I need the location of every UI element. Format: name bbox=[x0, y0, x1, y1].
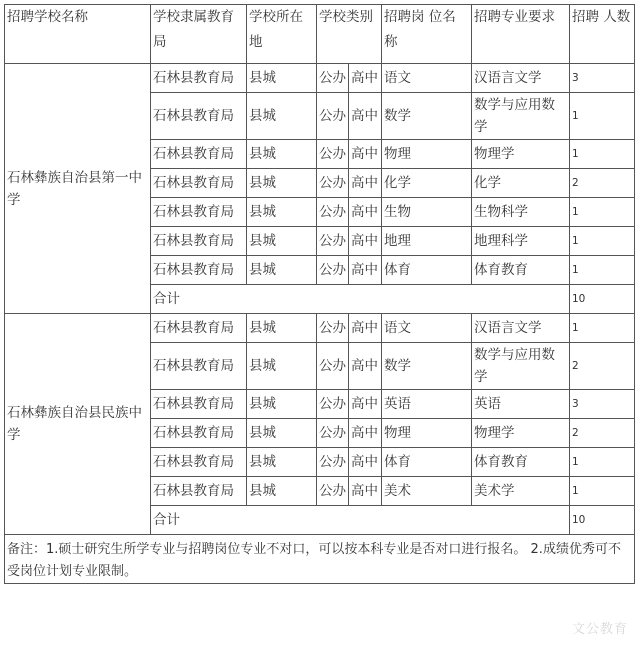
table-row bbox=[5, 314, 635, 343]
cell-major: 物理学 bbox=[472, 140, 570, 169]
cell-bureau: 石林县教育局 bbox=[151, 93, 247, 140]
cell-level: 高中 bbox=[349, 314, 382, 343]
total-count: 10 bbox=[570, 506, 635, 535]
cell-count: 1 bbox=[570, 314, 635, 343]
cell-type: 公办 bbox=[317, 419, 349, 448]
cell-bureau: 石林县教育局 bbox=[151, 390, 247, 419]
cell-bureau: 石林县教育局 bbox=[151, 314, 247, 343]
cell-type: 公办 bbox=[317, 314, 349, 343]
cell-post: 化学 bbox=[382, 169, 472, 198]
cell-type: 公办 bbox=[317, 256, 349, 285]
cell-location: 县城 bbox=[247, 93, 317, 140]
cell-type: 公办 bbox=[317, 169, 349, 198]
cell-level: 高中 bbox=[349, 64, 382, 93]
cell-type: 公办 bbox=[317, 93, 349, 140]
cell-type: 公办 bbox=[317, 227, 349, 256]
cell-location: 县城 bbox=[247, 419, 317, 448]
cell-major: 生物科学 bbox=[472, 198, 570, 227]
cell-major: 体育教育 bbox=[472, 448, 570, 477]
cell-post: 物理 bbox=[382, 419, 472, 448]
cell-location: 县城 bbox=[247, 64, 317, 93]
footnote: 备注：1.硕士研究生所学专业与招聘岗位专业不对口，可以按本科专业是否对口进行报名。 2.成绩优秀可不受岗位计划专业限制。 bbox=[5, 535, 635, 584]
cell-location: 县城 bbox=[247, 343, 317, 390]
cell-post: 数学 bbox=[382, 93, 472, 140]
cell-location: 县城 bbox=[247, 169, 317, 198]
cell-post: 数学 bbox=[382, 343, 472, 390]
cell-bureau: 石林县教育局 bbox=[151, 448, 247, 477]
cell-level: 高中 bbox=[349, 256, 382, 285]
cell-count: 1 bbox=[570, 448, 635, 477]
cell-level: 高中 bbox=[349, 140, 382, 169]
cell-level: 高中 bbox=[349, 198, 382, 227]
cell-count: 3 bbox=[570, 390, 635, 419]
cell-location: 县城 bbox=[247, 314, 317, 343]
cell-major: 数学与应用数学 bbox=[472, 93, 570, 140]
cell-major: 体育教育 bbox=[472, 256, 570, 285]
cell-location: 县城 bbox=[247, 256, 317, 285]
cell-location: 县城 bbox=[247, 227, 317, 256]
cell-bureau: 石林县教育局 bbox=[151, 198, 247, 227]
cell-level: 高中 bbox=[349, 390, 382, 419]
cell-major: 美术学 bbox=[472, 477, 570, 506]
cell-count: 2 bbox=[570, 169, 635, 198]
cell-location: 县城 bbox=[247, 448, 317, 477]
cell-type: 公办 bbox=[317, 140, 349, 169]
cell-post: 语文 bbox=[382, 64, 472, 93]
total-count: 10 bbox=[570, 285, 635, 314]
cell-bureau: 石林县教育局 bbox=[151, 64, 247, 93]
cell-bureau: 石林县教育局 bbox=[151, 419, 247, 448]
cell-location: 县城 bbox=[247, 477, 317, 506]
cell-location: 县城 bbox=[247, 390, 317, 419]
cell-major: 物理学 bbox=[472, 419, 570, 448]
cell-level: 高中 bbox=[349, 419, 382, 448]
cell-major: 汉语言文学 bbox=[472, 64, 570, 93]
header-post: 招聘岗 位名称 bbox=[382, 5, 472, 64]
recruitment-table bbox=[4, 4, 635, 584]
table-row bbox=[5, 64, 635, 93]
cell-count: 1 bbox=[570, 227, 635, 256]
cell-count: 2 bbox=[570, 343, 635, 390]
total-label: 合计 bbox=[151, 285, 570, 314]
cell-post: 英语 bbox=[382, 390, 472, 419]
cell-bureau: 石林县教育局 bbox=[151, 227, 247, 256]
cell-level: 高中 bbox=[349, 448, 382, 477]
header-category: 学校类别 bbox=[317, 5, 382, 64]
cell-bureau: 石林县教育局 bbox=[151, 256, 247, 285]
cell-count: 2 bbox=[570, 419, 635, 448]
cell-major: 汉语言文学 bbox=[472, 314, 570, 343]
cell-level: 高中 bbox=[349, 93, 382, 140]
cell-level: 高中 bbox=[349, 169, 382, 198]
header-count: 招聘 人数 bbox=[570, 5, 635, 64]
cell-location: 县城 bbox=[247, 198, 317, 227]
cell-post: 物理 bbox=[382, 140, 472, 169]
header-bureau: 学校隶属教育局 bbox=[151, 5, 247, 64]
cell-type: 公办 bbox=[317, 477, 349, 506]
cell-type: 公办 bbox=[317, 198, 349, 227]
cell-level: 高中 bbox=[349, 477, 382, 506]
cell-count: 1 bbox=[570, 93, 635, 140]
school-name: 石林彝族自治县第一中学 bbox=[5, 64, 151, 314]
cell-post: 体育 bbox=[382, 256, 472, 285]
header-major: 招聘专业要求 bbox=[472, 5, 570, 64]
cell-type: 公办 bbox=[317, 343, 349, 390]
cell-type: 公办 bbox=[317, 64, 349, 93]
cell-level: 高中 bbox=[349, 227, 382, 256]
cell-bureau: 石林县教育局 bbox=[151, 477, 247, 506]
cell-count: 1 bbox=[570, 140, 635, 169]
cell-post: 生物 bbox=[382, 198, 472, 227]
cell-post: 体育 bbox=[382, 448, 472, 477]
cell-count: 1 bbox=[570, 256, 635, 285]
cell-level: 高中 bbox=[349, 343, 382, 390]
cell-major: 数学与应用数学 bbox=[472, 343, 570, 390]
header-location: 学校所在地 bbox=[247, 5, 317, 64]
cell-major: 地理科学 bbox=[472, 227, 570, 256]
cell-bureau: 石林县教育局 bbox=[151, 343, 247, 390]
school-name: 石林彝族自治县民族中学 bbox=[5, 314, 151, 535]
header-school: 招聘学校名称 bbox=[5, 5, 151, 64]
cell-post: 地理 bbox=[382, 227, 472, 256]
watermark: 文公教育 bbox=[571, 622, 628, 637]
header-row bbox=[5, 5, 635, 64]
cell-count: 1 bbox=[570, 477, 635, 506]
cell-post: 美术 bbox=[382, 477, 472, 506]
cell-location: 县城 bbox=[247, 140, 317, 169]
cell-count: 3 bbox=[570, 64, 635, 93]
cell-post: 语文 bbox=[382, 314, 472, 343]
cell-major: 英语 bbox=[472, 390, 570, 419]
cell-count: 1 bbox=[570, 198, 635, 227]
cell-type: 公办 bbox=[317, 448, 349, 477]
total-label: 合计 bbox=[151, 506, 570, 535]
cell-major: 化学 bbox=[472, 169, 570, 198]
cell-bureau: 石林县教育局 bbox=[151, 169, 247, 198]
cell-type: 公办 bbox=[317, 390, 349, 419]
cell-bureau: 石林县教育局 bbox=[151, 140, 247, 169]
